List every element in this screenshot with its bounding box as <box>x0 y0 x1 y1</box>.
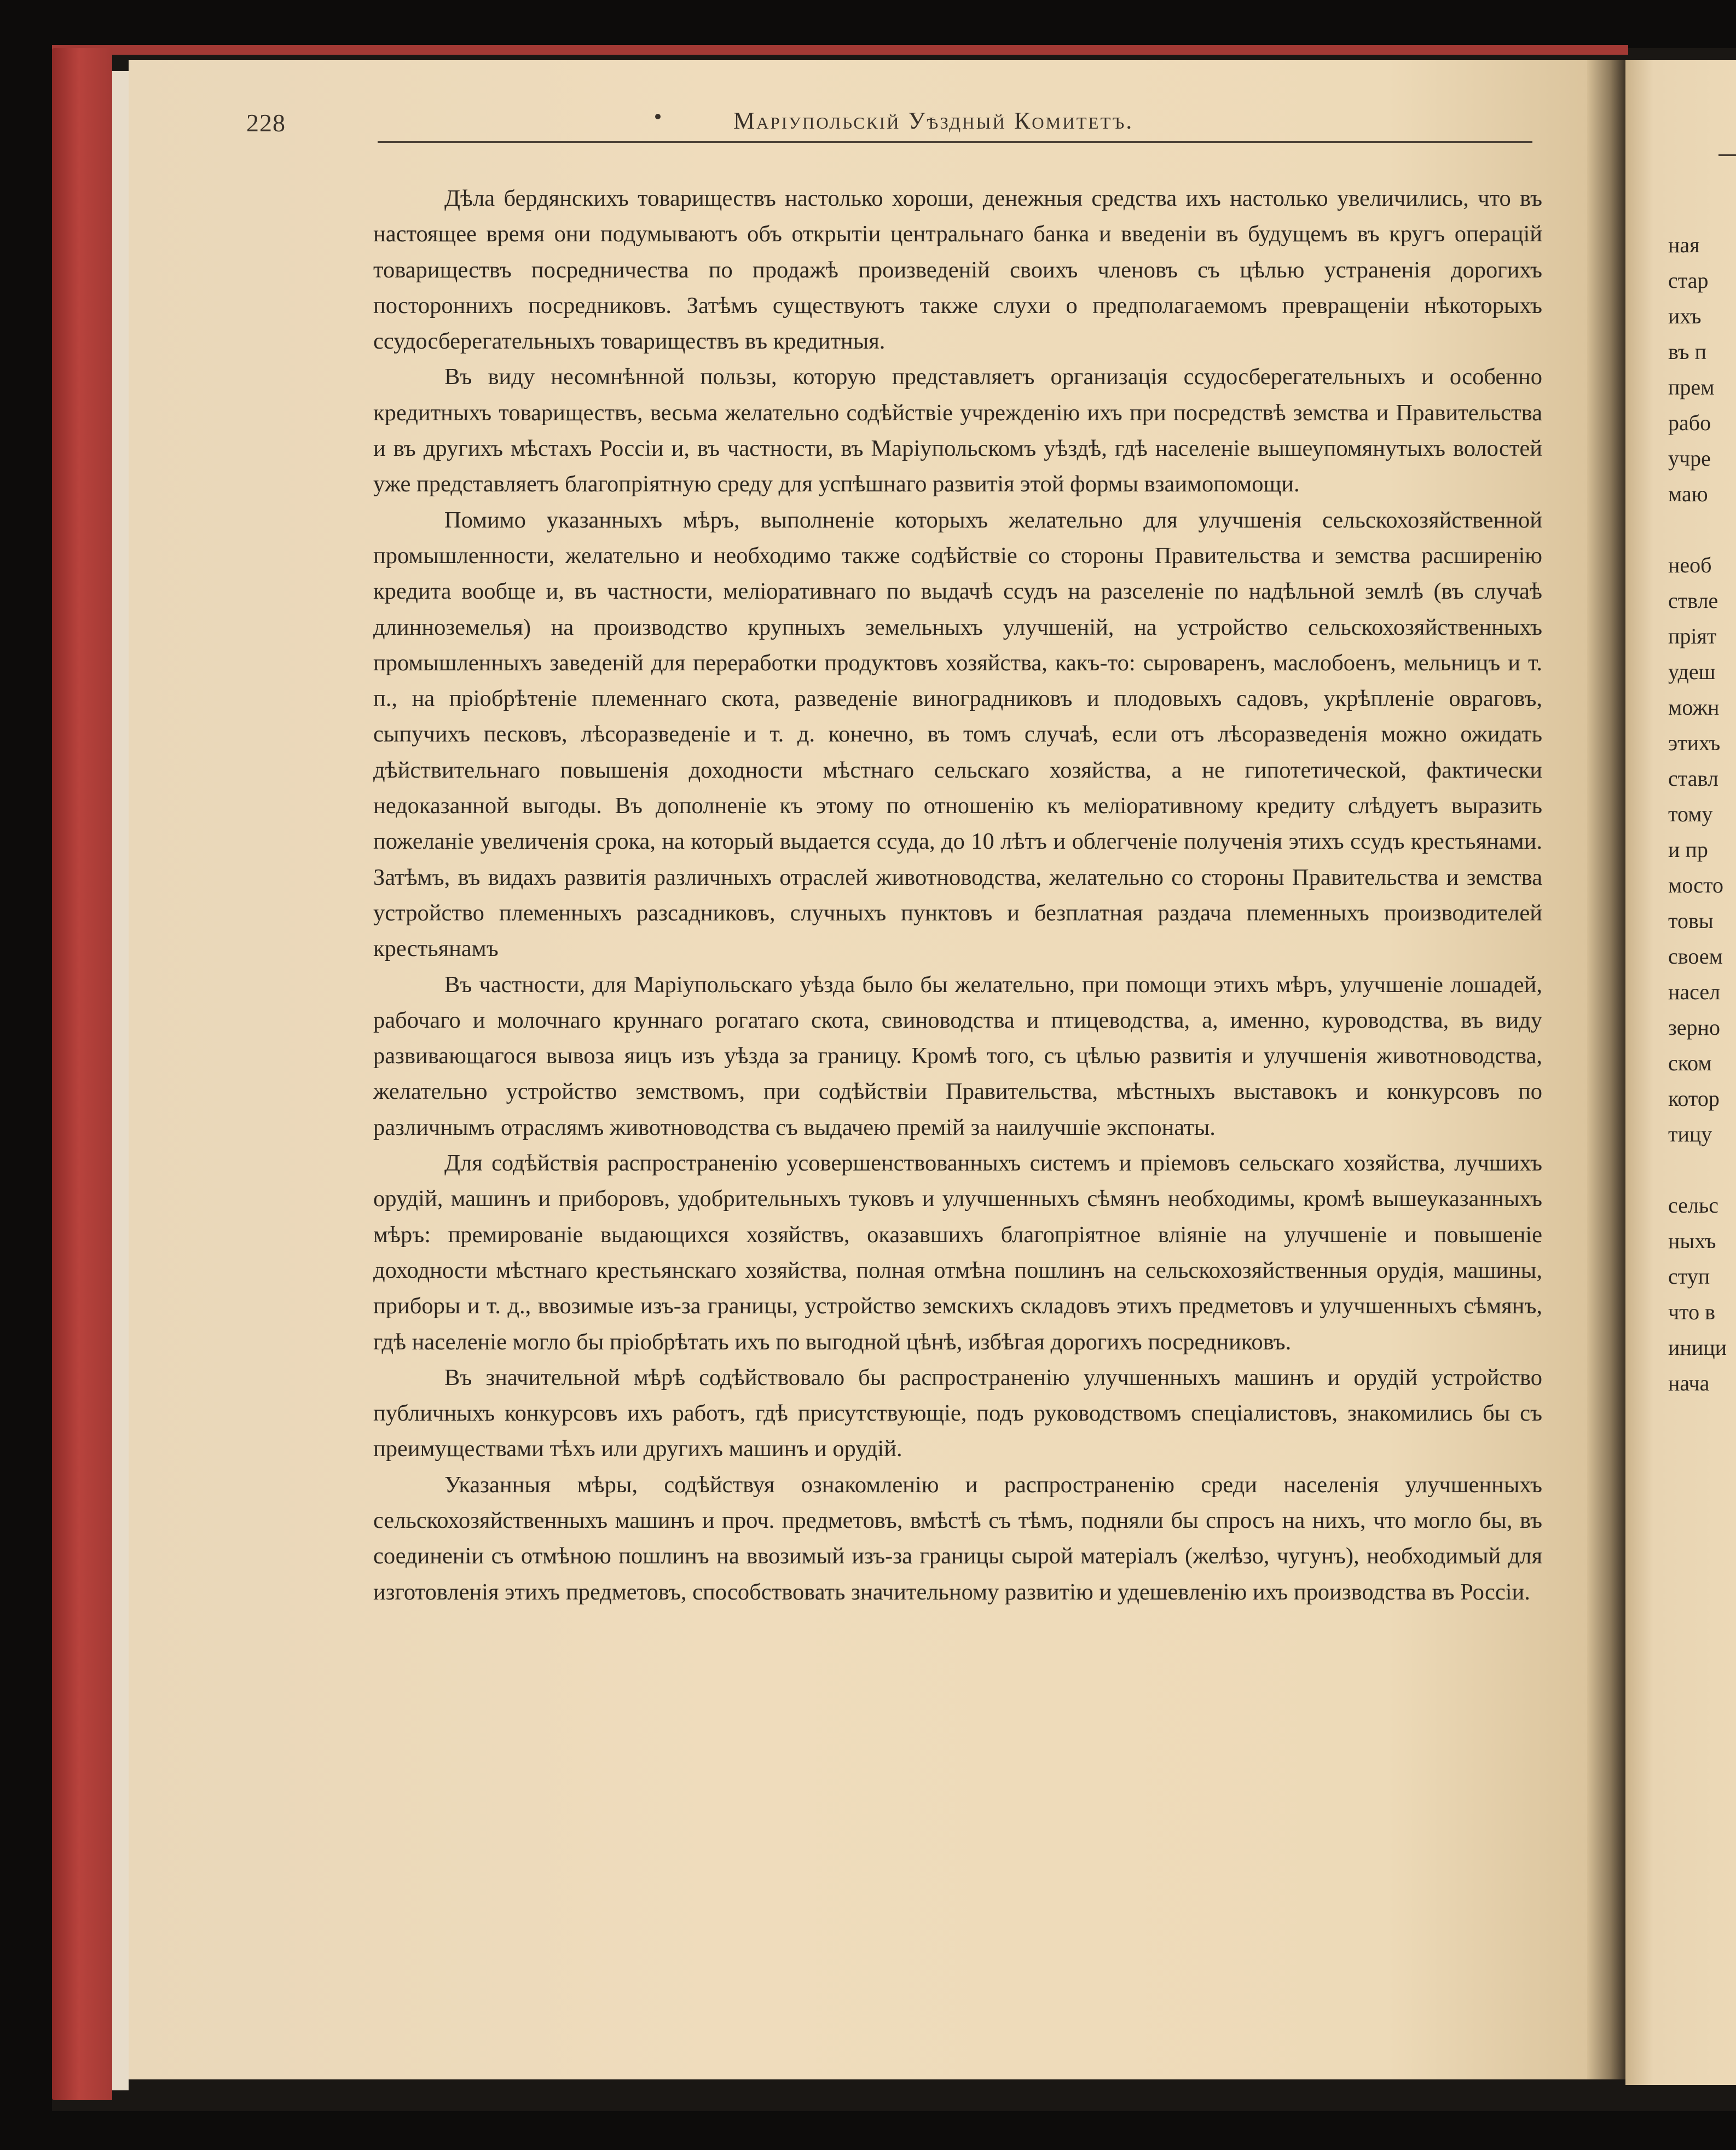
fragment-line: сельс <box>1668 1193 1718 1218</box>
fragment-line: ставл <box>1668 766 1718 791</box>
fragment-line: прем <box>1668 375 1715 399</box>
fragment-line: иници <box>1668 1335 1727 1360</box>
fragment-line <box>1668 512 1736 547</box>
fragment-line: удеш <box>1668 659 1716 684</box>
paragraph: Въ значительной мѣрѣ содѣйствовало бы распространенію улучшенныхъ машинъ и орудій устройство публичныхъ конкурсовъ ихъ работъ, гдѣ присутствующіе, подъ руководствомъ спеціалистовъ, знакомились бы съ преимуществами тѣхъ или другихъ машинъ и орудій. <box>373 1364 1542 1462</box>
fragment-line: ствле <box>1668 588 1718 613</box>
fragment-line: нача <box>1668 1371 1710 1395</box>
body-text <box>373 181 1542 1610</box>
fragment-line: стар <box>1668 268 1709 293</box>
fragment-line: необ <box>1668 553 1712 577</box>
running-title: Маріупольскій Уѣздный Комитетъ. <box>733 107 1134 134</box>
page-number: 228 <box>246 109 286 137</box>
paragraph: Въ виду несомнѣнной пользы, которую представляетъ организація ссудосберегательныхъ и особенно кредитныхъ товариществъ, весьма желательно содѣйствіе учрежденію ихъ при посредствѣ земства и Правительства и въ другихъ мѣстахъ Россіи и, въ частности, въ Маріупольскомъ уѣздѣ, гдѣ населеніе вышеупомянутыхъ волостей уже представляетъ благопріятную среду для успѣшнаго развитія этой формы взаимопомощи. <box>373 364 1542 497</box>
fragment-line: ихъ <box>1668 304 1702 328</box>
page-edge-strip <box>112 71 129 2090</box>
fragment-line: котор <box>1668 1086 1720 1111</box>
fragment-line: маю <box>1668 482 1708 506</box>
fragment-line: ная <box>1668 233 1700 257</box>
paragraph: Помимо указанныхъ мѣръ, выполненіе которыхъ желательно для улучшенія сельскохозяйственной промышленности, желательно и необходимо также содѣйствіе со стороны Правительства и земства расширенію кредита вообще и, въ частности, меліоративнаго по выдачѣ ссудъ на разселеніе по надѣльной землѣ (въ случаѣ длинноземелья) на производство крупныхъ земельныхъ улучшеній, на устройство сельскохозяйственныхъ промышленныхъ заведеній для переработки продуктовъ хозяйства, какъ-то: сыроваренъ, маслобоенъ, мельницъ и т. п., на пріобрѣтеніе племеннаго скота, разведеніе виноградниковъ и плодовыхъ садовъ, укрѣпленіе овраговъ, сыпучихъ песковъ, лѣсоразведеніе и т. д. конечно, въ томъ случаѣ, если отъ лѣсоразведенія можно ожидать дѣйствительнаго повышенія доходности мѣстнаго сельскаго хозяйства, а не гипотетической, фактически недоказанной выгоды. Въ дополненіе къ этому по отношенію къ меліоративному кредиту слѣдуетъ выразить пожеланіе увеличенія срока, на который выдается ссуда, до 10 лѣтъ и облегченіе полученія этихъ ссудъ крестьянами. Затѣмъ, въ видахъ развитія различныхъ отраслей животноводства, желательно со стороны Правительства и земства устройство племенныхъ разсадниковъ, случныхъ пунктовъ и безплатная раздача племенныхъ производителей крестьянамъ <box>373 507 1542 962</box>
fragment-line: что в <box>1668 1300 1715 1324</box>
fragment-line: и пр <box>1668 837 1708 862</box>
fragment-line: зерно <box>1668 1015 1720 1040</box>
fragment-line: рабо <box>1668 410 1711 435</box>
fragment-line: тому <box>1668 802 1713 826</box>
fragment-line: учре <box>1668 446 1711 471</box>
paragraph: Дѣла бердянскихъ товариществъ настолько хороши, денежныя средства ихъ настолько увеличились, что въ настоящее время они подумываютъ объ открытіи центральнаго банка и введеніи въ будущемъ въ кругъ операцій товариществъ посредничества по продажѣ произведеній своихъ членовъ съ цѣлью устраненія дорогихъ постороннихъ посредниковъ. Затѣмъ существуютъ также слухи о предполагаемомъ превращеніи нѣкоторыхъ ссудосберегательныхъ товариществъ въ кредитныя. <box>373 186 1542 355</box>
fragment-line: ступ <box>1668 1264 1710 1289</box>
fragment-line: мосто <box>1668 873 1724 897</box>
header-rule <box>378 141 1532 143</box>
fragment-line: своем <box>1668 944 1723 969</box>
fragment-line <box>1668 1152 1736 1187</box>
paragraph: Указанныя мѣры, содѣйствуя ознакомленію и распространенію среди населенія улучшенныхъ сельскохозяйственныхъ машинъ и проч. предметовъ, вмѣстѣ съ тѣмъ, подняли бы спросъ на нихъ, что могло бы, въ соединеніи съ отмѣною пошлинъ на ввозимый изъ-за границы сырой матеріалъ (желѣзо, чугунъ), необходимый для изготовленія этихъ предметовъ, способствовать значительному развитію и удешевленію ихъ производства въ Россіи. <box>373 1471 1542 1605</box>
fragment-line: ском <box>1668 1051 1712 1075</box>
fragment-line: насел <box>1668 980 1721 1004</box>
red-book-cover <box>52 48 112 2100</box>
header-ornament-dot <box>655 114 661 119</box>
book-cover-top-edge <box>52 45 1628 55</box>
fragment-line: въ п <box>1668 339 1706 364</box>
fragment-line: тицу <box>1668 1122 1712 1146</box>
fragment-line: товы <box>1668 908 1714 933</box>
paragraph: Для содѣйствія распространенію усовершенствованныхъ системъ и пріемовъ сельскаго хозяйства, лучшихъ орудій, машинъ и приборовъ, удобрительныхъ туковъ и улучшенныхъ сѣмянъ необходимы, кромѣ вышеуказанныхъ мѣръ: премированіе выдающихся хозяйствъ, оказавшихъ благопріятное вліяніе на улучшеніе и повышеніе доходности мѣстнаго крестьянскаго хозяйства, полная отмѣна пошлинъ на сельскохозяйственныя орудія, машины, приборы и т. д., ввозимые изъ-за границы, устройство земскихъ складовъ этихъ предметовъ и улучшенныхъ сѣмянъ, гдѣ населеніе могло бы пріобрѣтать ихъ по выгодной цѣнѣ, избѣгая дорогихъ посредниковъ. <box>373 1150 1542 1355</box>
paragraph: Въ частности, для Маріупольскаго уѣзда было бы желательно, при помощи этихъ мѣръ, улучшеніе лошадей, рабочаго и молочнаго круннаго рогатаго скота, свиноводства и птицеводства, а, именно, куроводства, въ виду развивающагося вывоза яицъ изъ уѣзда за границу. Кромѣ того, съ цѣлью развитія и улучшенія животноводства, желательно устройство земствомъ, при содѣйствіи Правительства, мѣстныхъ выставокъ и конкурсовъ по различнымъ отраслямъ животноводства съ выдачею премій за наилучшіе экспонаты. <box>373 971 1542 1140</box>
fragment-line: этихъ <box>1668 731 1721 755</box>
right-page-header-rule <box>1718 154 1736 156</box>
book-gutter <box>1587 60 1625 2079</box>
right-page-text-fragments <box>1668 227 1736 1401</box>
fragment-line: можн <box>1668 695 1720 720</box>
fragment-line: ныхъ <box>1668 1228 1716 1253</box>
fragment-line: пріят <box>1668 624 1717 648</box>
